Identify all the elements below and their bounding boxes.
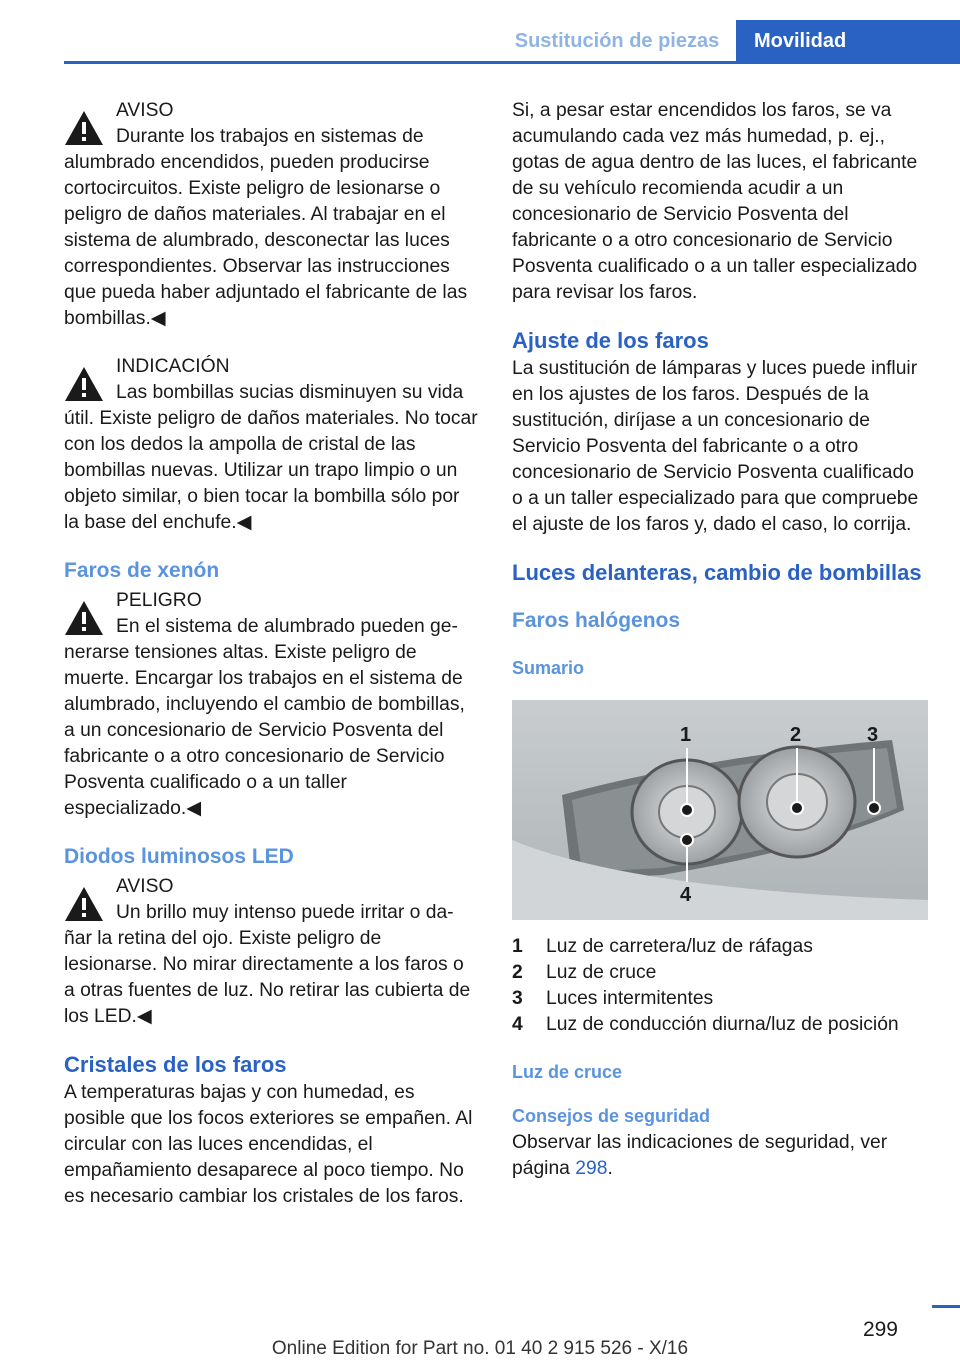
- heading-xenon: Faros de xenón: [64, 559, 220, 582]
- glass-paragraph: A temperaturas bajas y con humedad, es posible que los focos exteriores se empañen. Al circular con las luces encendidas, el empañamiento desaparece al poco tiempo. No es necesario cambiar los cristales de los faros.: [64, 1082, 473, 1207]
- footer-rule: [932, 1305, 960, 1308]
- header-section-tab: Sustitución de piezas: [498, 20, 736, 62]
- intro-paragraph: Si, a pesar estar encendidos los faros, se va acumulando cada vez más humedad, p. ej., gotas de agua dentro de las luces, el fabricante de su vehículo recomienda acudir a un concesionario de Servicio Posventa del fabricante o a otro concesionario de Servicio Posventa cualificado o a un taller especializado para revisar los faros.: [512, 100, 918, 303]
- warning-text-first-line: En el sistema de alumbrado pueden ge-: [116, 616, 458, 637]
- page-link[interactable]: 298: [575, 1158, 608, 1179]
- warning-text-first-line: Durante los trabajos en sistemas de: [116, 126, 424, 147]
- adjust-paragraph: La sustitución de lámparas y luces puede influir en los ajustes de los faros. Después de la sustitución, diríjase a un concesionario de Servicio Posventa del fabricante o a otro concesionario de Servicio Posventa cualificado o a un taller especializado para que compruebe el ajuste de los faros y, dado el caso, lo corrija.: [512, 358, 919, 535]
- warning-text: útil. Existe peligro de daños materiales. No tocar con los dedos la ampolla de cristal de las bombillas nuevas. Utilizar un trapo limpio o un objeto similar, o bien tocar la bombilla sólo por la base del enchufe.◀: [64, 408, 478, 533]
- header-chapter-tab: Movilidad: [736, 20, 960, 62]
- warning-label: AVISO: [116, 876, 174, 897]
- warning-triangle-icon: [64, 600, 104, 636]
- warning-label: INDICACIÓN: [116, 356, 230, 377]
- legend-item: 1 Luz de carretera/luz de ráfagas: [512, 936, 813, 957]
- edition-footer: Online Edition for Part no. 01 40 2 915 526 - X/16: [271, 1338, 689, 1359]
- heading-led: Diodos luminosos LED: [64, 845, 294, 868]
- warning-text-first-line: Un brillo muy intenso puede irritar o da-: [116, 902, 454, 923]
- figure-label-2: 2: [790, 724, 802, 746]
- heading-front-lights: Luces delanteras, cambio de bombillas: [512, 560, 922, 585]
- legend-item: 3 Luces intermitentes: [512, 988, 714, 1009]
- warning-text: nerarse tensiones altas. Existe peligro de muerte. Encargar los trabajos en el sistema de alumbrado, incluyendo el cambio de bombillas, a un concesionario de Servicio Posventa del fabricante o a otro concesionario de Servicio Posventa cualificado o a un taller especializado.◀: [64, 642, 465, 819]
- warning-text: alumbrado encendidos, pueden producirse cortocircuitos. Existe peligro de lesionarse o peligro de daños materiales. Al trabajar en el sistema de alumbrado, desconectar las luces correspondientes. Observar las instrucciones que pueda haber adjuntado el fabricante de las bombillas.◀: [64, 152, 468, 329]
- legend-item: 2 Luz de cruce: [512, 962, 657, 983]
- figure-legend: [512, 934, 926, 1038]
- warning-block-3: [64, 588, 478, 822]
- figure-label-1: 1: [680, 724, 692, 746]
- warning-block-2: [64, 354, 478, 536]
- heading-halogen: Faros halógenos: [512, 609, 681, 632]
- warning-triangle-icon: [64, 886, 104, 922]
- heading-summary: Sumario: [512, 658, 585, 678]
- figure-label-4: 4: [680, 884, 692, 906]
- headlight-illustration: [512, 700, 928, 920]
- heading-safety: Consejos de seguridad: [512, 1106, 711, 1126]
- right-column: [512, 98, 926, 1204]
- heading-adjust: Ajuste de los faros: [512, 328, 709, 353]
- heading-low-beam: Luz de cruce: [512, 1062, 623, 1082]
- heading-glass: Cristales de los faros: [64, 1052, 287, 1077]
- warning-block-1: [64, 98, 478, 332]
- page-number: 299: [862, 1318, 898, 1341]
- warning-text-first-line: Las bombillas sucias disminuyen su vida: [116, 382, 464, 403]
- warning-label: AVISO: [116, 100, 174, 121]
- left-column: [64, 98, 478, 1232]
- warning-block-4: [64, 874, 478, 1030]
- warning-text: ñar la retina del ojo. Existe peligro de lesionarse. No mirar directamente a los faros o a otras fuentes de luz. No retirar las cubierta de los LED.◀: [64, 928, 471, 1027]
- header-rule: [64, 61, 960, 64]
- warning-triangle-icon: [64, 366, 104, 402]
- safety-paragraph: Observar las indicaciones de seguridad, ver página 298.: [512, 1132, 888, 1179]
- figure-label-3: 3: [867, 724, 879, 746]
- legend-item: 4 Luz de conducción diurna/luz de posición: [512, 1014, 899, 1035]
- headlight-figure: [512, 700, 928, 920]
- warning-triangle-icon: [64, 110, 104, 146]
- warning-label: PELIGRO: [116, 590, 202, 611]
